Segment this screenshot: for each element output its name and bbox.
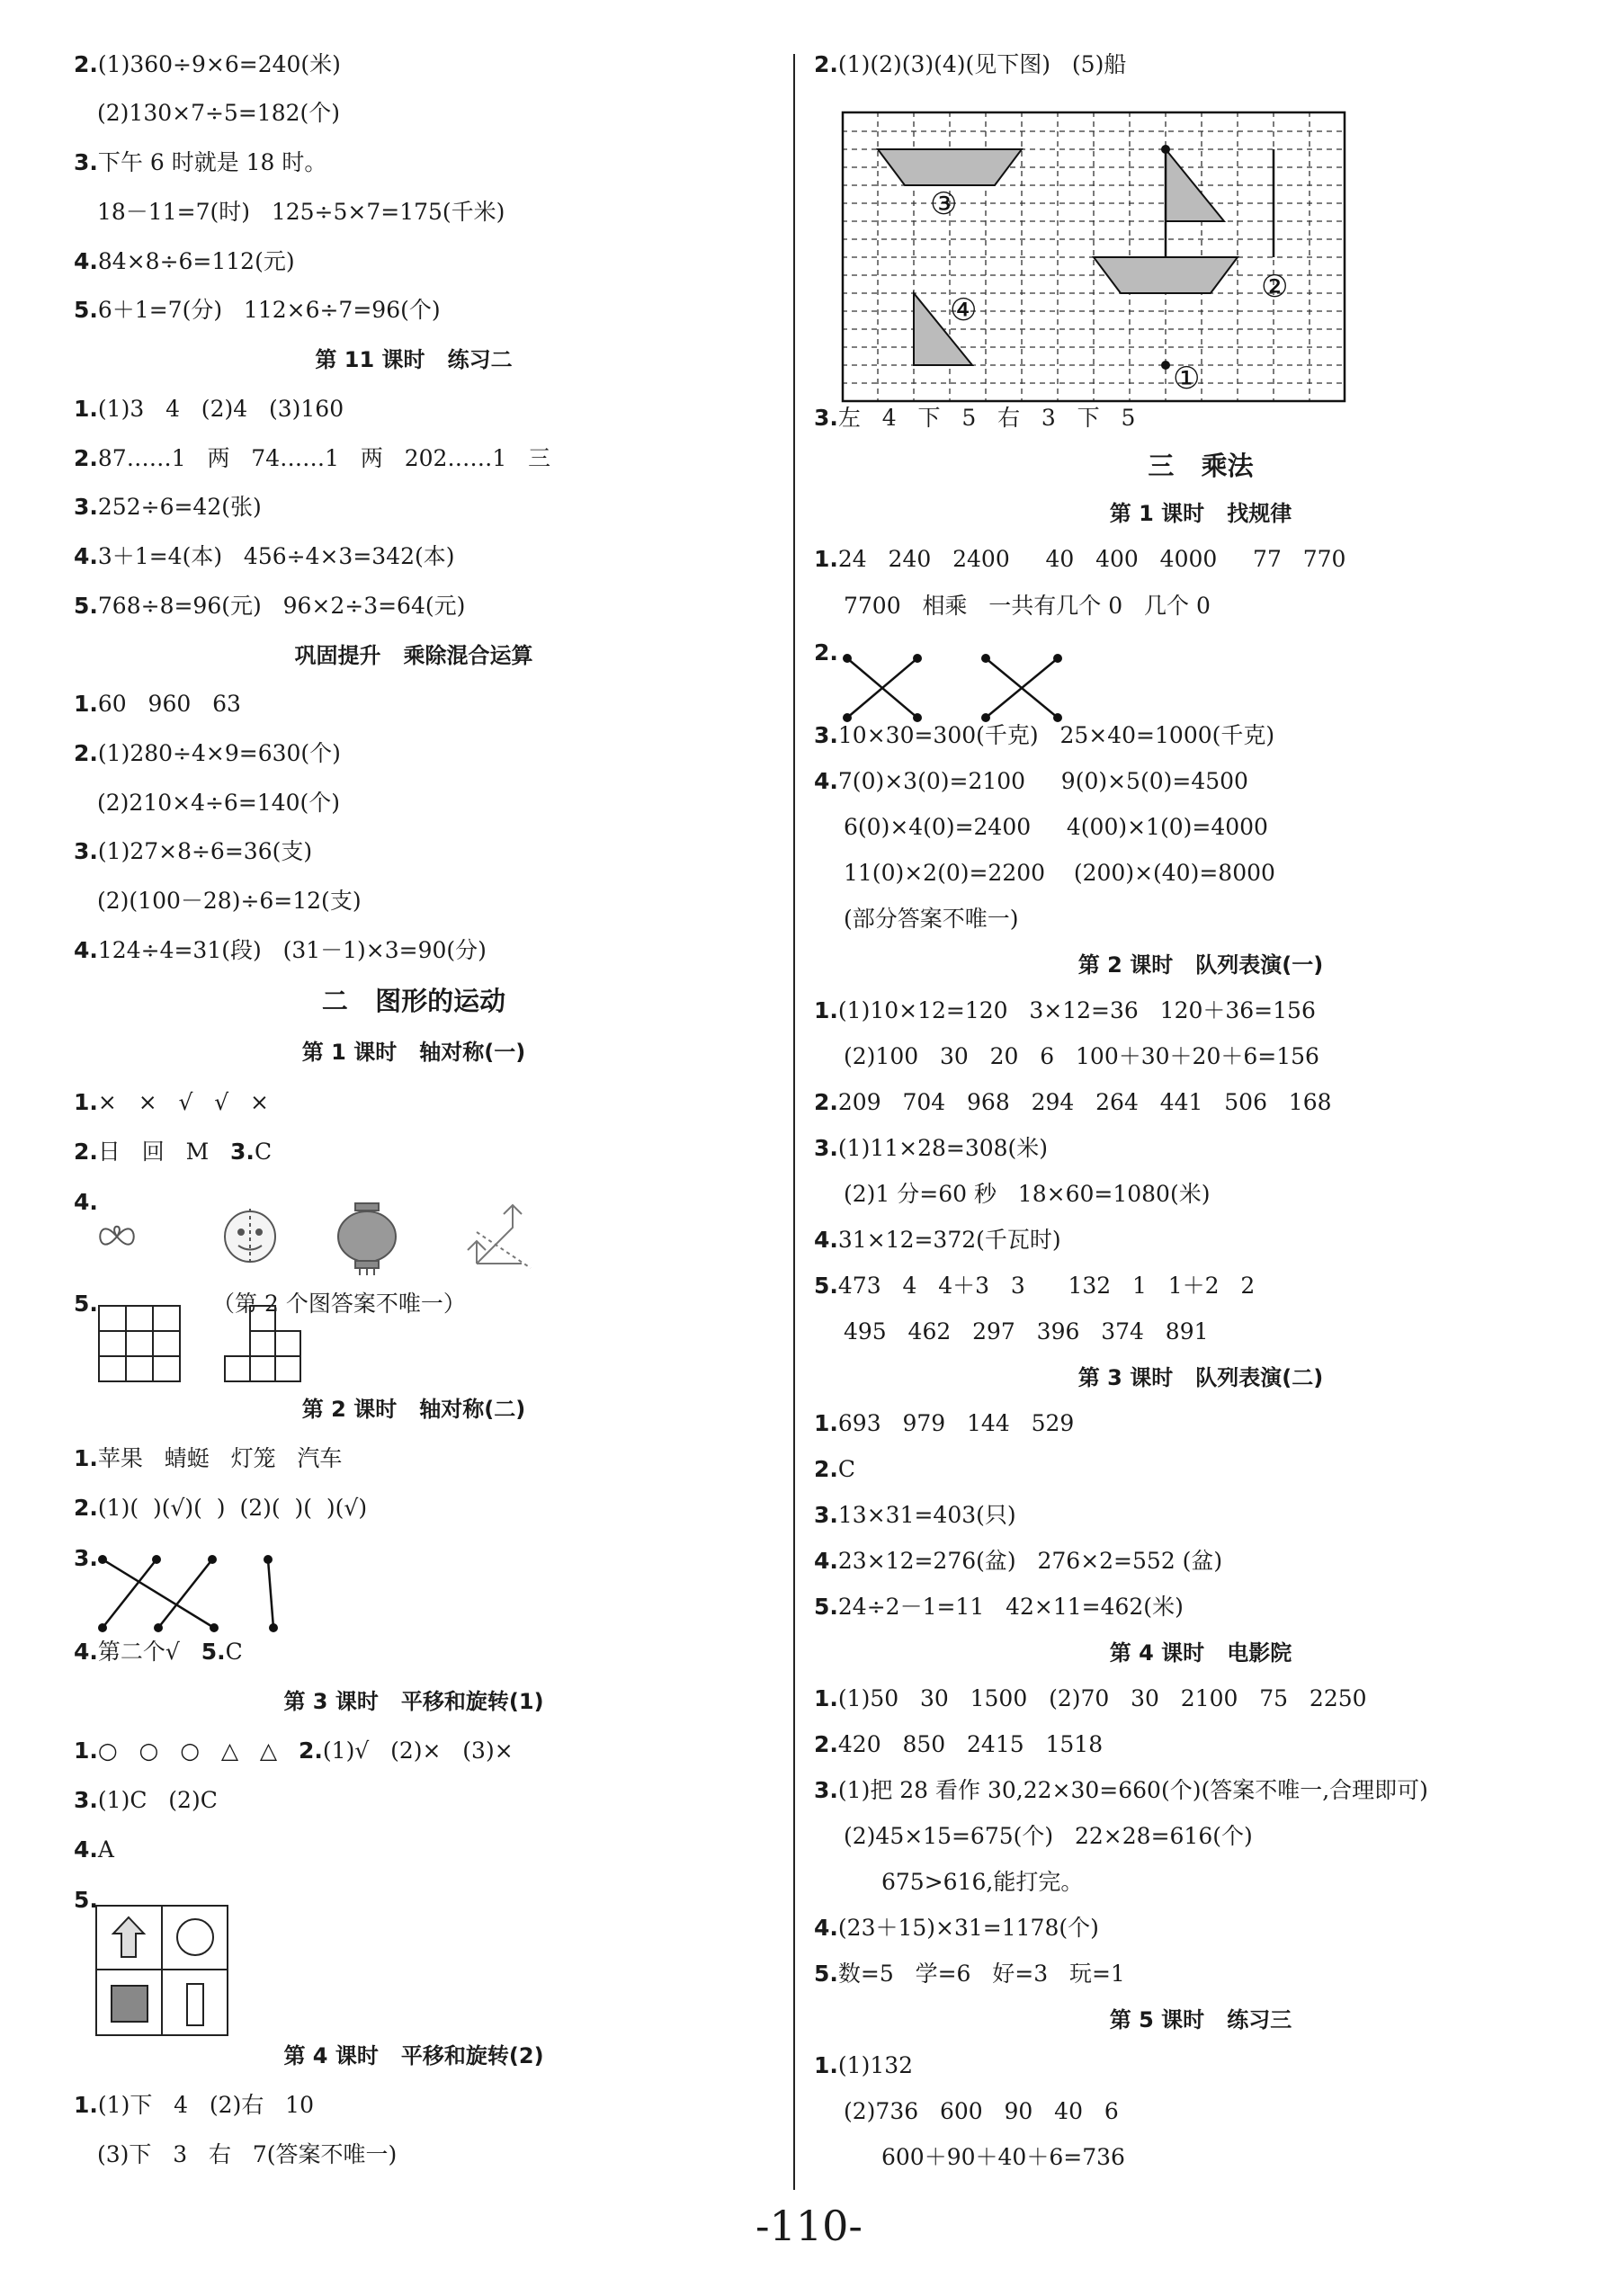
label-1: ①	[1173, 361, 1201, 397]
answer-text: 数=5 学=6 好=3 玩=1	[837, 1961, 1125, 1987]
answer-line	[814, 1087, 1332, 1118]
answer-text: 7700 相乘 一共有几个 0 几个 0	[844, 593, 1211, 619]
question-number: 1.	[74, 396, 98, 422]
section-heading: 第 4 课时 电影院	[1109, 1640, 1292, 1666]
answer-text: C	[254, 1139, 273, 1165]
question-number: 1.	[814, 1410, 838, 1436]
question-number: 2.	[814, 1731, 838, 1757]
answer-text: 苹果 蜻蜓 灯笼 汽车	[97, 1445, 343, 1471]
answer-line	[97, 886, 362, 916]
arrow-figure-icon	[468, 1205, 531, 1268]
question-number: 1.	[814, 546, 838, 572]
answer-line	[74, 1443, 342, 1474]
answer-text: 7(0)×3(0)=2100 9(0)×5(0)=4500	[837, 768, 1248, 794]
answer-line	[814, 1775, 1428, 1806]
answer-line	[814, 1271, 1255, 1301]
answer-line	[881, 2142, 1125, 2173]
answer-text: (1)27×8÷6=36(支)	[97, 838, 313, 864]
answer-text: 24 240 2400 40 400 4000 77 770	[837, 546, 1346, 572]
question-number: 1.	[814, 1685, 838, 1711]
answer-text: 600＋90＋40＋6=736	[881, 2144, 1125, 2170]
answer-line	[814, 1546, 1222, 1577]
triangle-sail-1	[1166, 149, 1224, 221]
question-number: 5.	[74, 1291, 98, 1317]
answer-text: (1)(2)(3)(4)(见下图) (5)船	[837, 51, 1127, 77]
answer-line	[74, 738, 341, 769]
question-number: 4.	[74, 1189, 98, 1215]
answer-line	[74, 246, 295, 277]
label-2: ②	[1261, 269, 1289, 305]
rotation-grid	[95, 1905, 230, 2038]
question-number: 2.	[814, 1456, 838, 1482]
question-number: 2.	[814, 51, 838, 77]
answer-line	[814, 1729, 1103, 1760]
question-number: 4.	[74, 1836, 98, 1863]
answer-text: (23＋15)×31=1178(个)	[837, 1915, 1099, 1941]
answer-text: 693 979 144 529	[837, 1410, 1075, 1436]
label-3: ③	[930, 186, 958, 222]
answer-text: (1)360÷9×6=240(米)	[97, 51, 341, 77]
question-number: 5.	[814, 1961, 838, 1987]
section-heading: 第 3 课时 平移和旋转(1)	[283, 1689, 544, 1714]
answer-line	[814, 1913, 1099, 1943]
answer-text: (1)280÷4×9=630(个)	[97, 740, 341, 766]
answer-line	[814, 720, 1274, 751]
answer-text: 252÷6=42(张)	[97, 494, 262, 520]
question-number: 1.	[74, 2092, 98, 2118]
answer-line	[74, 147, 326, 178]
question-number: 4.	[74, 248, 98, 274]
question-number: 4.	[74, 1639, 98, 1665]
answer-text: 第二个√	[97, 1639, 201, 1665]
answer-text: 下午 6 时就是 18 时。	[97, 149, 327, 175]
answer-text: (1)( )(√)( ) (2)( )( )(√)	[97, 1495, 368, 1521]
question-number: 5.	[814, 1594, 838, 1620]
answer-text: 3＋1=4(本) 456÷4×3=342(本)	[97, 543, 455, 569]
answer-line	[844, 858, 1275, 889]
answer-text: 18－11=7(时) 125÷5×7=175(千米)	[97, 199, 505, 225]
answer-line	[74, 2090, 314, 2121]
answer-text: (1)√ (2)× (3)×	[322, 1738, 514, 1764]
answer-line	[844, 1041, 1319, 1072]
answer-line	[74, 443, 550, 474]
answer-line	[814, 1408, 1074, 1439]
question-number: 3.	[814, 1777, 838, 1803]
answer-text: C	[837, 1456, 856, 1482]
answer-text: 31×12=372(千瓦时)	[837, 1227, 1061, 1253]
question-number: 2.	[74, 740, 98, 766]
answer-text: 24÷2－1=11 42×11=462(米)	[837, 1594, 1184, 1620]
answer-text: 84×8÷6=112(元)	[97, 248, 295, 274]
answer-text: (2)(100－28)÷6=12(支)	[97, 888, 362, 914]
filled-square-icon	[112, 1986, 147, 2022]
question-number: 1.	[74, 1089, 98, 1115]
answer-text: 23×12=276(盆) 276×2=552 (盆)	[837, 1548, 1223, 1574]
answer-line	[74, 1493, 367, 1523]
answer-text: 87……1 两 74……1 两 202……1 三	[97, 445, 551, 471]
question-number: 1.	[74, 1738, 98, 1764]
answer-line	[74, 1637, 243, 1667]
question-number: 4.	[814, 1548, 838, 1574]
section-heading: 第 11 课时 练习二	[315, 347, 513, 372]
question-number: 1.	[74, 1445, 98, 1471]
answer-text: (1)3 4 (2)4 (3)160	[97, 396, 344, 422]
answer-text: (2)130×7÷5=182(个)	[97, 100, 341, 126]
question-number: 3.	[74, 1787, 98, 1813]
answer-line	[97, 788, 340, 818]
question-number: 1.	[814, 2052, 838, 2078]
answer-text: ○ ○ ○ △ △	[97, 1738, 299, 1764]
answer-line	[814, 2050, 913, 2081]
cross-lines	[842, 653, 1076, 725]
boat-hull-2	[1094, 257, 1238, 293]
answer-text: 124÷4=31(段) (31－1)×3=90(分)	[97, 937, 487, 963]
answer-line	[74, 1543, 98, 1574]
question-number: 1.	[74, 691, 98, 717]
answer-text: (1)下 4 (2)右 10	[97, 2092, 314, 2118]
answer-line	[74, 689, 241, 719]
answer-text: (2)45×15=675(个) 22×28=616(个)	[844, 1823, 1253, 1849]
answer-line	[844, 591, 1211, 621]
answer-text: 60 960 63	[97, 691, 241, 717]
question-number: 1.	[814, 997, 838, 1023]
question-number: 4.	[74, 543, 98, 569]
answer-text: (1)C (2)C	[97, 1787, 218, 1813]
question-number: 2.	[74, 51, 98, 77]
symmetry-figures	[90, 1196, 558, 1277]
answer-line	[814, 544, 1345, 575]
answer-text: (部分答案不唯一)	[844, 906, 1019, 932]
answer-line	[814, 1959, 1125, 1989]
column-divider	[793, 54, 795, 2190]
question-number: 3.	[814, 1502, 838, 1528]
answer-line	[814, 1592, 1184, 1622]
section-heading: 巩固提升 乘除混合运算	[294, 643, 533, 668]
answer-line	[74, 1736, 514, 1766]
answer-line	[74, 1885, 98, 1916]
answer-text: 6＋1=7(分) 112×6÷7=96(个)	[97, 297, 441, 323]
answer-text: 日 回 M	[97, 1139, 231, 1165]
question-number: 5.	[74, 297, 98, 323]
question-number: 3.	[74, 149, 98, 175]
question-number: 3.	[74, 1545, 98, 1571]
question-number: 5.	[201, 1639, 226, 1665]
question-number: 4.	[74, 937, 98, 963]
question-number: 3.	[814, 1135, 838, 1161]
question-number: 3.	[814, 722, 838, 748]
answer-line	[74, 541, 455, 572]
section-heading: 第 4 课时 平移和旋转(2)	[283, 2043, 544, 2068]
answer-line	[814, 49, 1126, 80]
answer-line	[74, 295, 441, 326]
face-icon	[225, 1209, 275, 1264]
question-number: 3.	[814, 405, 838, 431]
answer-line	[97, 197, 505, 228]
block-figures	[97, 1304, 331, 1385]
answer-line	[881, 1867, 1083, 1898]
question-number: 5.	[814, 1273, 838, 1299]
answer-line	[844, 1179, 1210, 1210]
question-number: 4.	[814, 1915, 838, 1941]
question-number: 3.	[74, 838, 98, 864]
answer-line	[74, 49, 341, 80]
question-number: 2.	[299, 1738, 323, 1764]
section-heading: 第 3 课时 队列表演(二)	[1077, 1365, 1324, 1390]
answer-text: 11(0)×2(0)=2200 (200)×(40)=8000	[844, 860, 1275, 886]
answer-text: (1)50 30 1500 (2)70 30 2100 75 2250	[837, 1685, 1367, 1711]
answer-line	[814, 1684, 1367, 1714]
question-number: 2.	[74, 1495, 98, 1521]
translation-grid	[842, 112, 1345, 402]
answer-text: 左 4 下 5 右 3 下 5	[837, 405, 1136, 431]
answer-line	[74, 492, 262, 523]
answer-line	[814, 638, 838, 668]
answer-text: (1)10×12=120 3×12=36 120＋36=156	[837, 997, 1316, 1023]
lantern-icon	[338, 1203, 396, 1275]
up-arrow-icon	[113, 1917, 144, 1957]
answer-line	[74, 1137, 272, 1167]
answer-line	[74, 935, 487, 966]
answer-text: A	[97, 1836, 114, 1863]
answer-line	[844, 812, 1268, 843]
answer-line	[97, 98, 340, 129]
answer-text: 209 704 968 294 264 441 506 168	[837, 1089, 1332, 1115]
question-number: 4.	[814, 1227, 838, 1253]
answer-text: 495 462 297 396 374 891	[844, 1318, 1209, 1345]
answer-line	[814, 1500, 1016, 1531]
question-number: 5.	[74, 1887, 98, 1913]
answer-text: 473 4 4＋3 3 132 1 1＋2 2	[837, 1273, 1256, 1299]
trapezoid-shape-3	[878, 149, 1022, 185]
answer-line	[97, 2140, 397, 2170]
answer-line	[844, 904, 1019, 934]
answer-text: C	[225, 1639, 243, 1665]
answer-line	[844, 1317, 1209, 1347]
page-number: -110-	[755, 2202, 863, 2250]
question-number: 5.	[74, 593, 98, 619]
answer-text: (1)11×28=308(米)	[837, 1135, 1049, 1161]
section-heading: 第 5 课时 练习三	[1109, 2007, 1292, 2032]
answer-line	[74, 1087, 269, 1118]
answer-text: (2)100 30 20 6 100＋30＋20＋6=156	[844, 1043, 1319, 1069]
answer-text: （第 2 个图答案不唯一）	[97, 1291, 466, 1317]
label-4: ④	[950, 292, 978, 328]
answer-text: 420 850 2415 1518	[837, 1731, 1104, 1757]
question-number: 4.	[814, 768, 838, 794]
section-heading: 第 2 课时 队列表演(一)	[1077, 952, 1324, 978]
answer-text: (2)1 分=60 秒 18×60=1080(米)	[844, 1181, 1211, 1207]
matching-lines	[97, 1554, 286, 1635]
answer-text: (1)132	[837, 2052, 914, 2078]
answer-text: 13×31=403(只)	[837, 1502, 1016, 1528]
bow-icon	[100, 1227, 134, 1245]
answer-line	[814, 766, 1248, 797]
answer-text: (2)736 600 90 40 6	[844, 2098, 1119, 2124]
answer-text: (1)把 28 看作 30,22×30=660(个)(答案不唯一,合理即可)	[837, 1777, 1428, 1803]
section-heading: 三 乘法	[1148, 451, 1254, 481]
section-heading: 第 1 课时 找规律	[1109, 501, 1292, 526]
answer-text: × × √ √ ×	[97, 1089, 269, 1115]
question-number: 3.	[74, 494, 98, 520]
rectangle-icon	[187, 1984, 203, 2025]
section-heading: 第 2 课时 轴对称(二)	[301, 1397, 526, 1422]
answer-line	[844, 1821, 1253, 1852]
answer-text: 768÷8=96(元) 96×2÷3=64(元)	[97, 593, 466, 619]
answer-text: (2)210×4÷6=140(个)	[97, 790, 341, 816]
answer-line	[74, 591, 465, 621]
circle-icon	[177, 1919, 213, 1955]
answer-line	[74, 1785, 218, 1816]
answer-line	[814, 1454, 855, 1485]
answer-text: 10×30=300(千克) 25×40=1000(千克)	[837, 722, 1275, 748]
question-number: 2.	[814, 639, 838, 666]
question-number: 2.	[814, 1089, 838, 1115]
answer-line	[74, 836, 312, 867]
answer-line	[74, 394, 344, 424]
section-heading: 二 图形的运动	[321, 986, 506, 1016]
question-number: 3.	[230, 1139, 255, 1165]
answer-text: 6(0)×4(0)=2400 4(00)×1(0)=4000	[844, 814, 1268, 840]
answer-line	[814, 1133, 1048, 1164]
answer-line	[844, 2096, 1119, 2127]
answer-line	[814, 996, 1316, 1026]
answer-line	[74, 1835, 114, 1865]
question-number: 2.	[74, 445, 98, 471]
answer-line	[814, 1225, 1061, 1255]
answer-text: (3)下 3 右 7(答案不唯一)	[97, 2141, 398, 2167]
answer-text: 675>616,能打完。	[881, 1869, 1084, 1895]
answer-line	[814, 403, 1135, 433]
question-number: 2.	[74, 1139, 98, 1165]
section-heading: 第 1 课时 轴对称(一)	[301, 1040, 526, 1065]
